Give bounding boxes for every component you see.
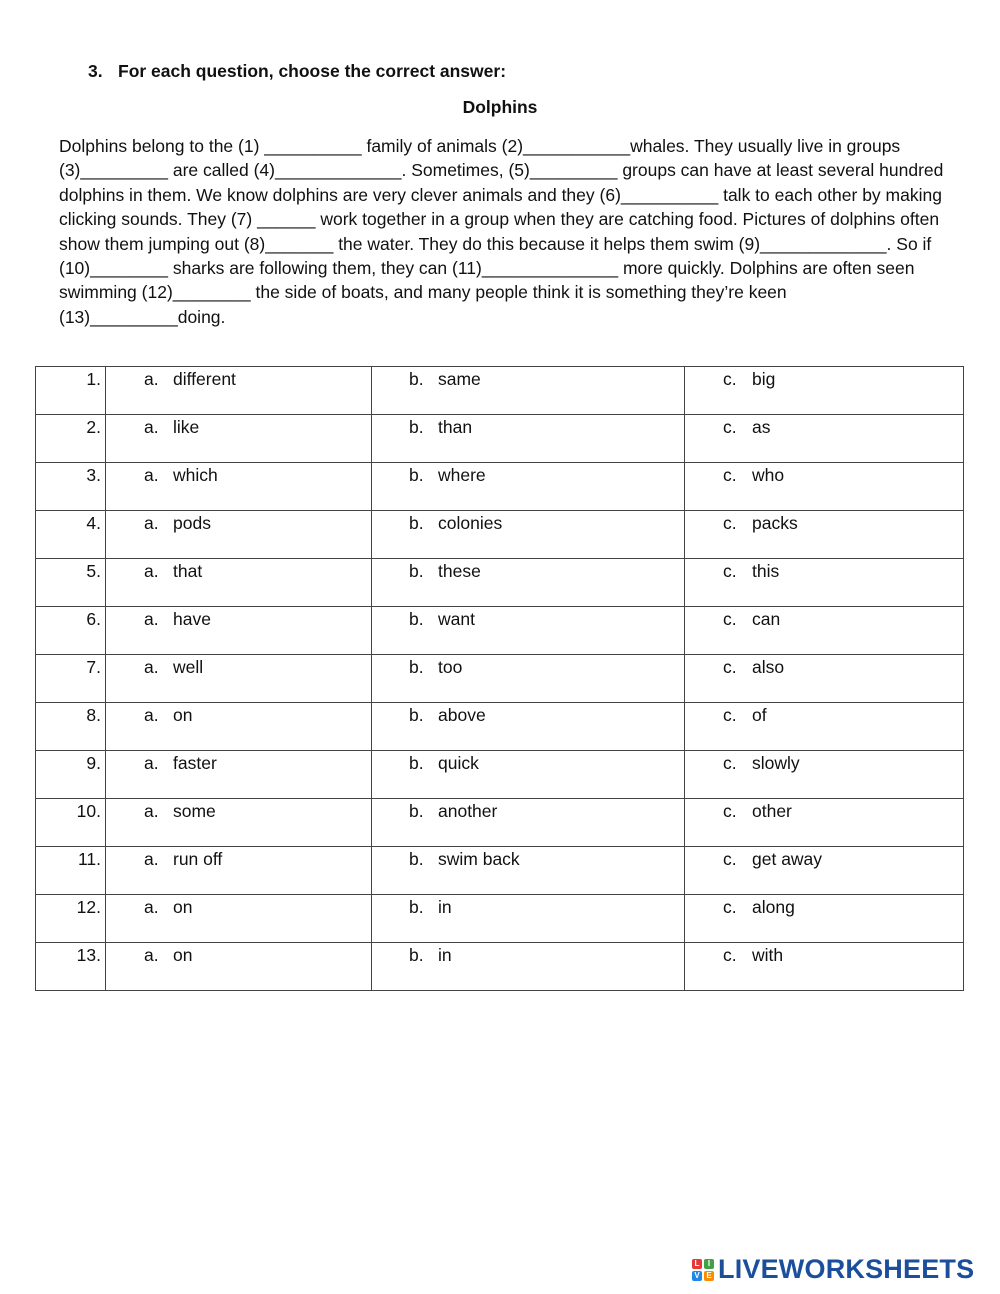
option-text: as	[752, 417, 771, 437]
option-b-cell[interactable]	[372, 511, 685, 559]
option-a-cell[interactable]	[106, 703, 372, 751]
liveworksheets-logo-icon	[692, 1259, 714, 1281]
option-letter: a.	[144, 705, 159, 725]
option-text: in	[438, 897, 452, 917]
option-b-cell[interactable]	[372, 463, 685, 511]
option-letter: a.	[144, 753, 159, 773]
option-text: of	[752, 705, 767, 725]
option-letter: c.	[723, 705, 737, 725]
question-number-cell: 10.	[36, 799, 106, 847]
option-letter: b.	[409, 513, 424, 533]
option-letter: c.	[723, 513, 737, 533]
option-text: where	[438, 465, 486, 485]
option-text: pods	[173, 513, 211, 533]
option-a-cell[interactable]	[106, 751, 372, 799]
logo-tile: V	[692, 1271, 702, 1281]
option-letter: a.	[144, 945, 159, 965]
question-row	[36, 463, 964, 511]
option-text: run off	[173, 849, 223, 869]
option-a-cell[interactable]	[106, 463, 372, 511]
option-letter: c.	[723, 657, 737, 677]
option-letter: c.	[723, 417, 737, 437]
option-text: that	[173, 561, 203, 581]
option-c-cell[interactable]	[685, 943, 964, 991]
question-row	[36, 895, 964, 943]
option-b-cell[interactable]	[372, 415, 685, 463]
option-a-cell[interactable]	[106, 943, 372, 991]
option-text: colonies	[438, 513, 503, 533]
option-text: quick	[438, 753, 479, 773]
logo-tile: L	[692, 1259, 702, 1269]
option-a-cell[interactable]	[106, 607, 372, 655]
question-row	[36, 607, 964, 655]
question-number-cell: 11.	[36, 847, 106, 895]
option-text: well	[173, 657, 204, 677]
option-text: on	[173, 945, 193, 965]
option-letter: a.	[144, 657, 159, 677]
option-a-cell[interactable]	[106, 895, 372, 943]
option-text: with	[752, 945, 784, 965]
option-text: slowly	[752, 753, 800, 773]
logo-tile: I	[704, 1259, 714, 1269]
option-text: faster	[173, 753, 217, 773]
option-letter: b.	[409, 369, 424, 389]
option-text: same	[438, 369, 481, 389]
option-letter: a.	[144, 513, 159, 533]
question-number-cell: 5.	[36, 559, 106, 607]
option-text: other	[752, 801, 792, 821]
passage-title: Dolphins	[462, 97, 538, 117]
question-number-cell: 13.	[36, 943, 106, 991]
option-c-cell[interactable]	[685, 847, 964, 895]
option-text: get away	[752, 849, 823, 869]
question-row	[36, 799, 964, 847]
option-letter: b.	[409, 465, 424, 485]
option-text: like	[173, 417, 200, 437]
question-row	[36, 703, 964, 751]
option-letter: b.	[409, 609, 424, 629]
option-text: also	[752, 657, 785, 677]
question-number-cell: 7.	[36, 655, 106, 703]
option-text: want	[438, 609, 475, 629]
option-letter: a.	[144, 561, 159, 581]
question-heading	[88, 61, 506, 82]
option-a-cell[interactable]	[106, 415, 372, 463]
question-row	[36, 943, 964, 991]
option-text: above	[438, 705, 486, 725]
option-letter: a.	[144, 465, 159, 485]
passage-text: Dolphins belong to the (1) __________ family of animals (2)___________whales. They usually live in groups (3)_________ are called (4)_____________. Sometimes, (5)_________ groups can have at least several hundred dolphins in them. We know dolphins are very clever animals and they (6)__________ talk to each other by making clicking sounds. They (7) ______ work together in a group when they are catching food. Pictures of dolphins often show them jumping out (8)_______ the water. They do this because it helps them swim (9)_____________. So if (10)________ sharks are following them, they can (11)______________ more quickly. Dolphins are often seen swimming (12)________ the side of boats, and many people think it is something they’re keen (13)_________doing.	[59, 136, 944, 327]
option-c-cell[interactable]	[685, 559, 964, 607]
option-b-cell[interactable]	[372, 847, 685, 895]
option-a-cell[interactable]	[106, 799, 372, 847]
option-text: along	[752, 897, 795, 917]
option-letter: c.	[723, 897, 737, 917]
option-text: on	[173, 897, 193, 917]
question-number-cell: 9.	[36, 751, 106, 799]
option-letter: a.	[144, 369, 159, 389]
option-letter: c.	[723, 609, 737, 629]
option-letter: b.	[409, 945, 424, 965]
option-text: different	[173, 369, 236, 389]
question-row	[36, 511, 964, 559]
question-row	[36, 415, 964, 463]
option-letter: c.	[723, 801, 737, 821]
option-text: this	[752, 561, 780, 581]
logo-tile: E	[704, 1271, 714, 1281]
question-instruction: For each question, choose the correct answer:	[118, 61, 507, 81]
option-c-cell[interactable]	[685, 367, 964, 415]
option-letter: c.	[723, 369, 737, 389]
question-row	[36, 559, 964, 607]
option-text: on	[173, 705, 193, 725]
liveworksheets-brand	[692, 1254, 974, 1285]
option-c-cell[interactable]	[685, 895, 964, 943]
option-c-cell[interactable]	[685, 511, 964, 559]
option-text: in	[438, 945, 452, 965]
option-letter: a.	[144, 417, 159, 437]
option-letter: a.	[144, 609, 159, 629]
option-b-cell[interactable]	[372, 559, 685, 607]
option-c-cell[interactable]	[685, 607, 964, 655]
question-number-cell: 8.	[36, 703, 106, 751]
option-b-cell[interactable]	[372, 895, 685, 943]
option-text: which	[173, 465, 218, 485]
option-letter: b.	[409, 561, 424, 581]
option-letter: c.	[723, 945, 737, 965]
option-letter: b.	[409, 801, 424, 821]
option-b-cell[interactable]	[372, 799, 685, 847]
option-letter: c.	[723, 561, 737, 581]
option-letter: a.	[144, 897, 159, 917]
option-b-cell[interactable]	[372, 751, 685, 799]
option-letter: b.	[409, 705, 424, 725]
question-number-cell: 1.	[36, 367, 106, 415]
option-letter: b.	[409, 897, 424, 917]
option-c-cell[interactable]	[685, 463, 964, 511]
option-a-cell[interactable]	[106, 559, 372, 607]
question-row	[36, 367, 964, 415]
option-text: another	[438, 801, 498, 821]
option-letter: b.	[409, 657, 424, 677]
option-a-cell[interactable]	[106, 367, 372, 415]
option-text: who	[752, 465, 785, 485]
option-c-cell[interactable]	[685, 799, 964, 847]
question-row	[36, 847, 964, 895]
option-c-cell[interactable]	[685, 415, 964, 463]
option-letter: b.	[409, 753, 424, 773]
option-text: some	[173, 801, 216, 821]
option-text: these	[438, 561, 481, 581]
option-letter: c.	[723, 465, 737, 485]
brand-name: LIVEWORKSHEETS	[718, 1254, 975, 1284]
option-b-cell[interactable]	[372, 367, 685, 415]
option-letter: a.	[144, 849, 159, 869]
option-letter: c.	[723, 753, 737, 773]
question-number-cell: 6.	[36, 607, 106, 655]
option-text: big	[752, 369, 776, 389]
question-number: 3.	[88, 61, 103, 81]
question-row	[36, 751, 964, 799]
option-a-cell[interactable]	[106, 511, 372, 559]
option-b-cell[interactable]	[372, 607, 685, 655]
option-text: can	[752, 609, 781, 629]
option-text: too	[438, 657, 463, 677]
option-c-cell[interactable]	[685, 703, 964, 751]
option-text: swim back	[438, 849, 520, 869]
option-b-cell[interactable]	[372, 703, 685, 751]
question-number-cell: 12.	[36, 895, 106, 943]
option-b-cell[interactable]	[372, 943, 685, 991]
question-row	[36, 655, 964, 703]
option-text: have	[173, 609, 211, 629]
option-b-cell[interactable]	[372, 655, 685, 703]
option-text: packs	[752, 513, 798, 533]
option-letter: b.	[409, 849, 424, 869]
answer-table	[35, 366, 964, 991]
option-text: than	[438, 417, 473, 437]
option-a-cell[interactable]	[106, 655, 372, 703]
option-letter: a.	[144, 801, 159, 821]
question-number-cell: 2.	[36, 415, 106, 463]
option-c-cell[interactable]	[685, 655, 964, 703]
option-a-cell[interactable]	[106, 847, 372, 895]
question-number-cell: 4.	[36, 511, 106, 559]
option-letter: c.	[723, 849, 737, 869]
option-c-cell[interactable]	[685, 751, 964, 799]
question-number-cell: 3.	[36, 463, 106, 511]
option-letter: b.	[409, 417, 424, 437]
